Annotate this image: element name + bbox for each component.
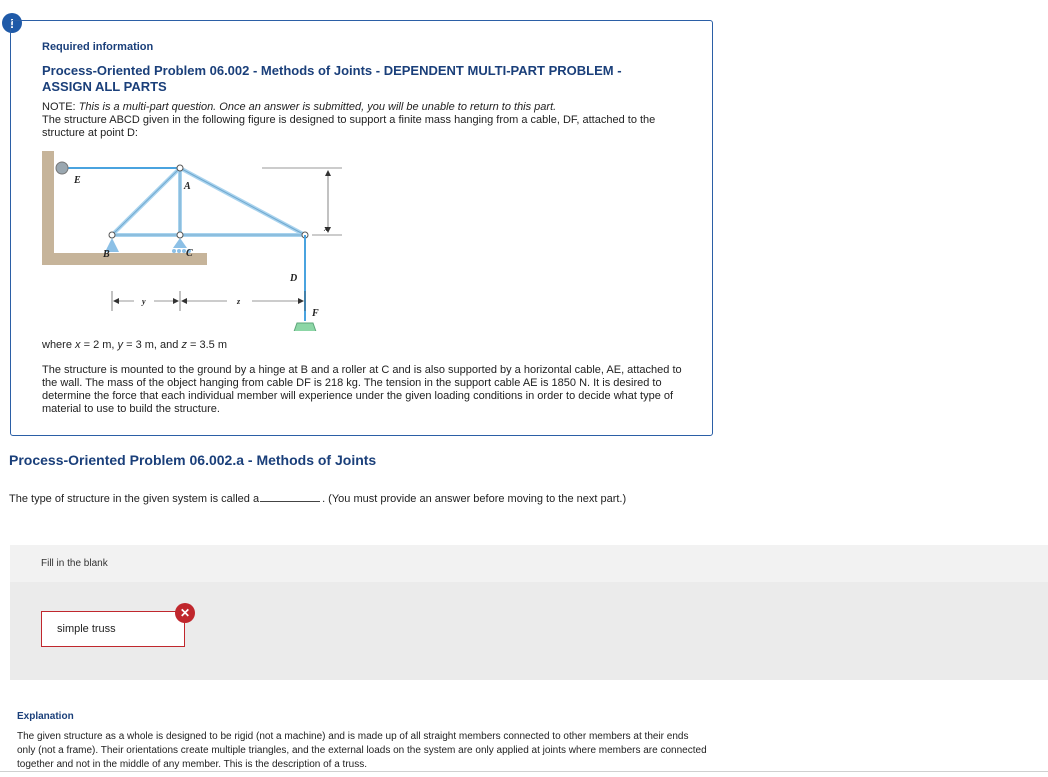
label-b: B xyxy=(103,249,110,260)
truss-figure xyxy=(42,151,362,331)
label-f: F xyxy=(312,308,319,319)
question-text: The type of structure in the given system is called a . (You must provide an answer before moving to the next part.) xyxy=(9,493,627,505)
problem-description: The structure is mounted to the ground by a hinge at B and a roller at C and is also supported by a horizontal cable, AE, attached to the wall. The mass of the object hanging from cable DF is 218 kg. The tension in the support cable AE is 1850 N. It is desired to determine the force that each individual member will experience under the given loading conditions in order to decide what type of material to use to build the structure. xyxy=(42,364,682,415)
wrong-x-icon: ✕ xyxy=(175,603,195,623)
fill-blank-label: Fill in the blank xyxy=(41,558,108,569)
required-info-heading: Required information xyxy=(42,41,154,53)
fill-blank-header xyxy=(10,545,1048,582)
blank-line xyxy=(260,493,320,502)
label-e: E xyxy=(74,175,81,186)
problem-note: NOTE: This is a multi-part question. Once an answer is submitted, you will be unable to return to this part. The structure ABCD given in the following figure is designed to support a finite mass hanging from a cable, DF, attached to the structure at point D: xyxy=(42,101,656,139)
problem-title: Process-Oriented Problem 06.002 - Methods of Joints - DEPENDENT MULTI-PART PROBLEM - ASSIGN ALL PARTS xyxy=(42,63,622,94)
alert-icon: ! xyxy=(2,13,22,33)
label-x: x xyxy=(324,224,328,233)
answer-input[interactable]: simple truss xyxy=(41,611,185,647)
label-z: z xyxy=(237,297,241,306)
bottom-divider xyxy=(0,771,1048,772)
label-y: y xyxy=(142,297,146,306)
explanation-title: Explanation xyxy=(17,711,74,722)
required-info-panel xyxy=(10,20,713,436)
label-c: C xyxy=(186,248,193,259)
part-title: Process-Oriented Problem 06.002.a - Methods of Joints xyxy=(9,452,377,468)
given-values: where x = 2 m, y = 3 m, and z = 3.5 m xyxy=(42,339,228,351)
label-d: D xyxy=(290,273,298,284)
label-a: A xyxy=(184,181,191,192)
fill-blank-body xyxy=(10,582,1048,680)
explanation-text: The given structure as a whole is designed to be rigid (not a machine) and is made up of all straight members connected to other members at their ends only (not a frame). Their orientations create multiple triangles, and the external loads on the system are only applied at joints where members are connected together and not in the middle of any member. This is the description of a truss. xyxy=(17,731,707,770)
